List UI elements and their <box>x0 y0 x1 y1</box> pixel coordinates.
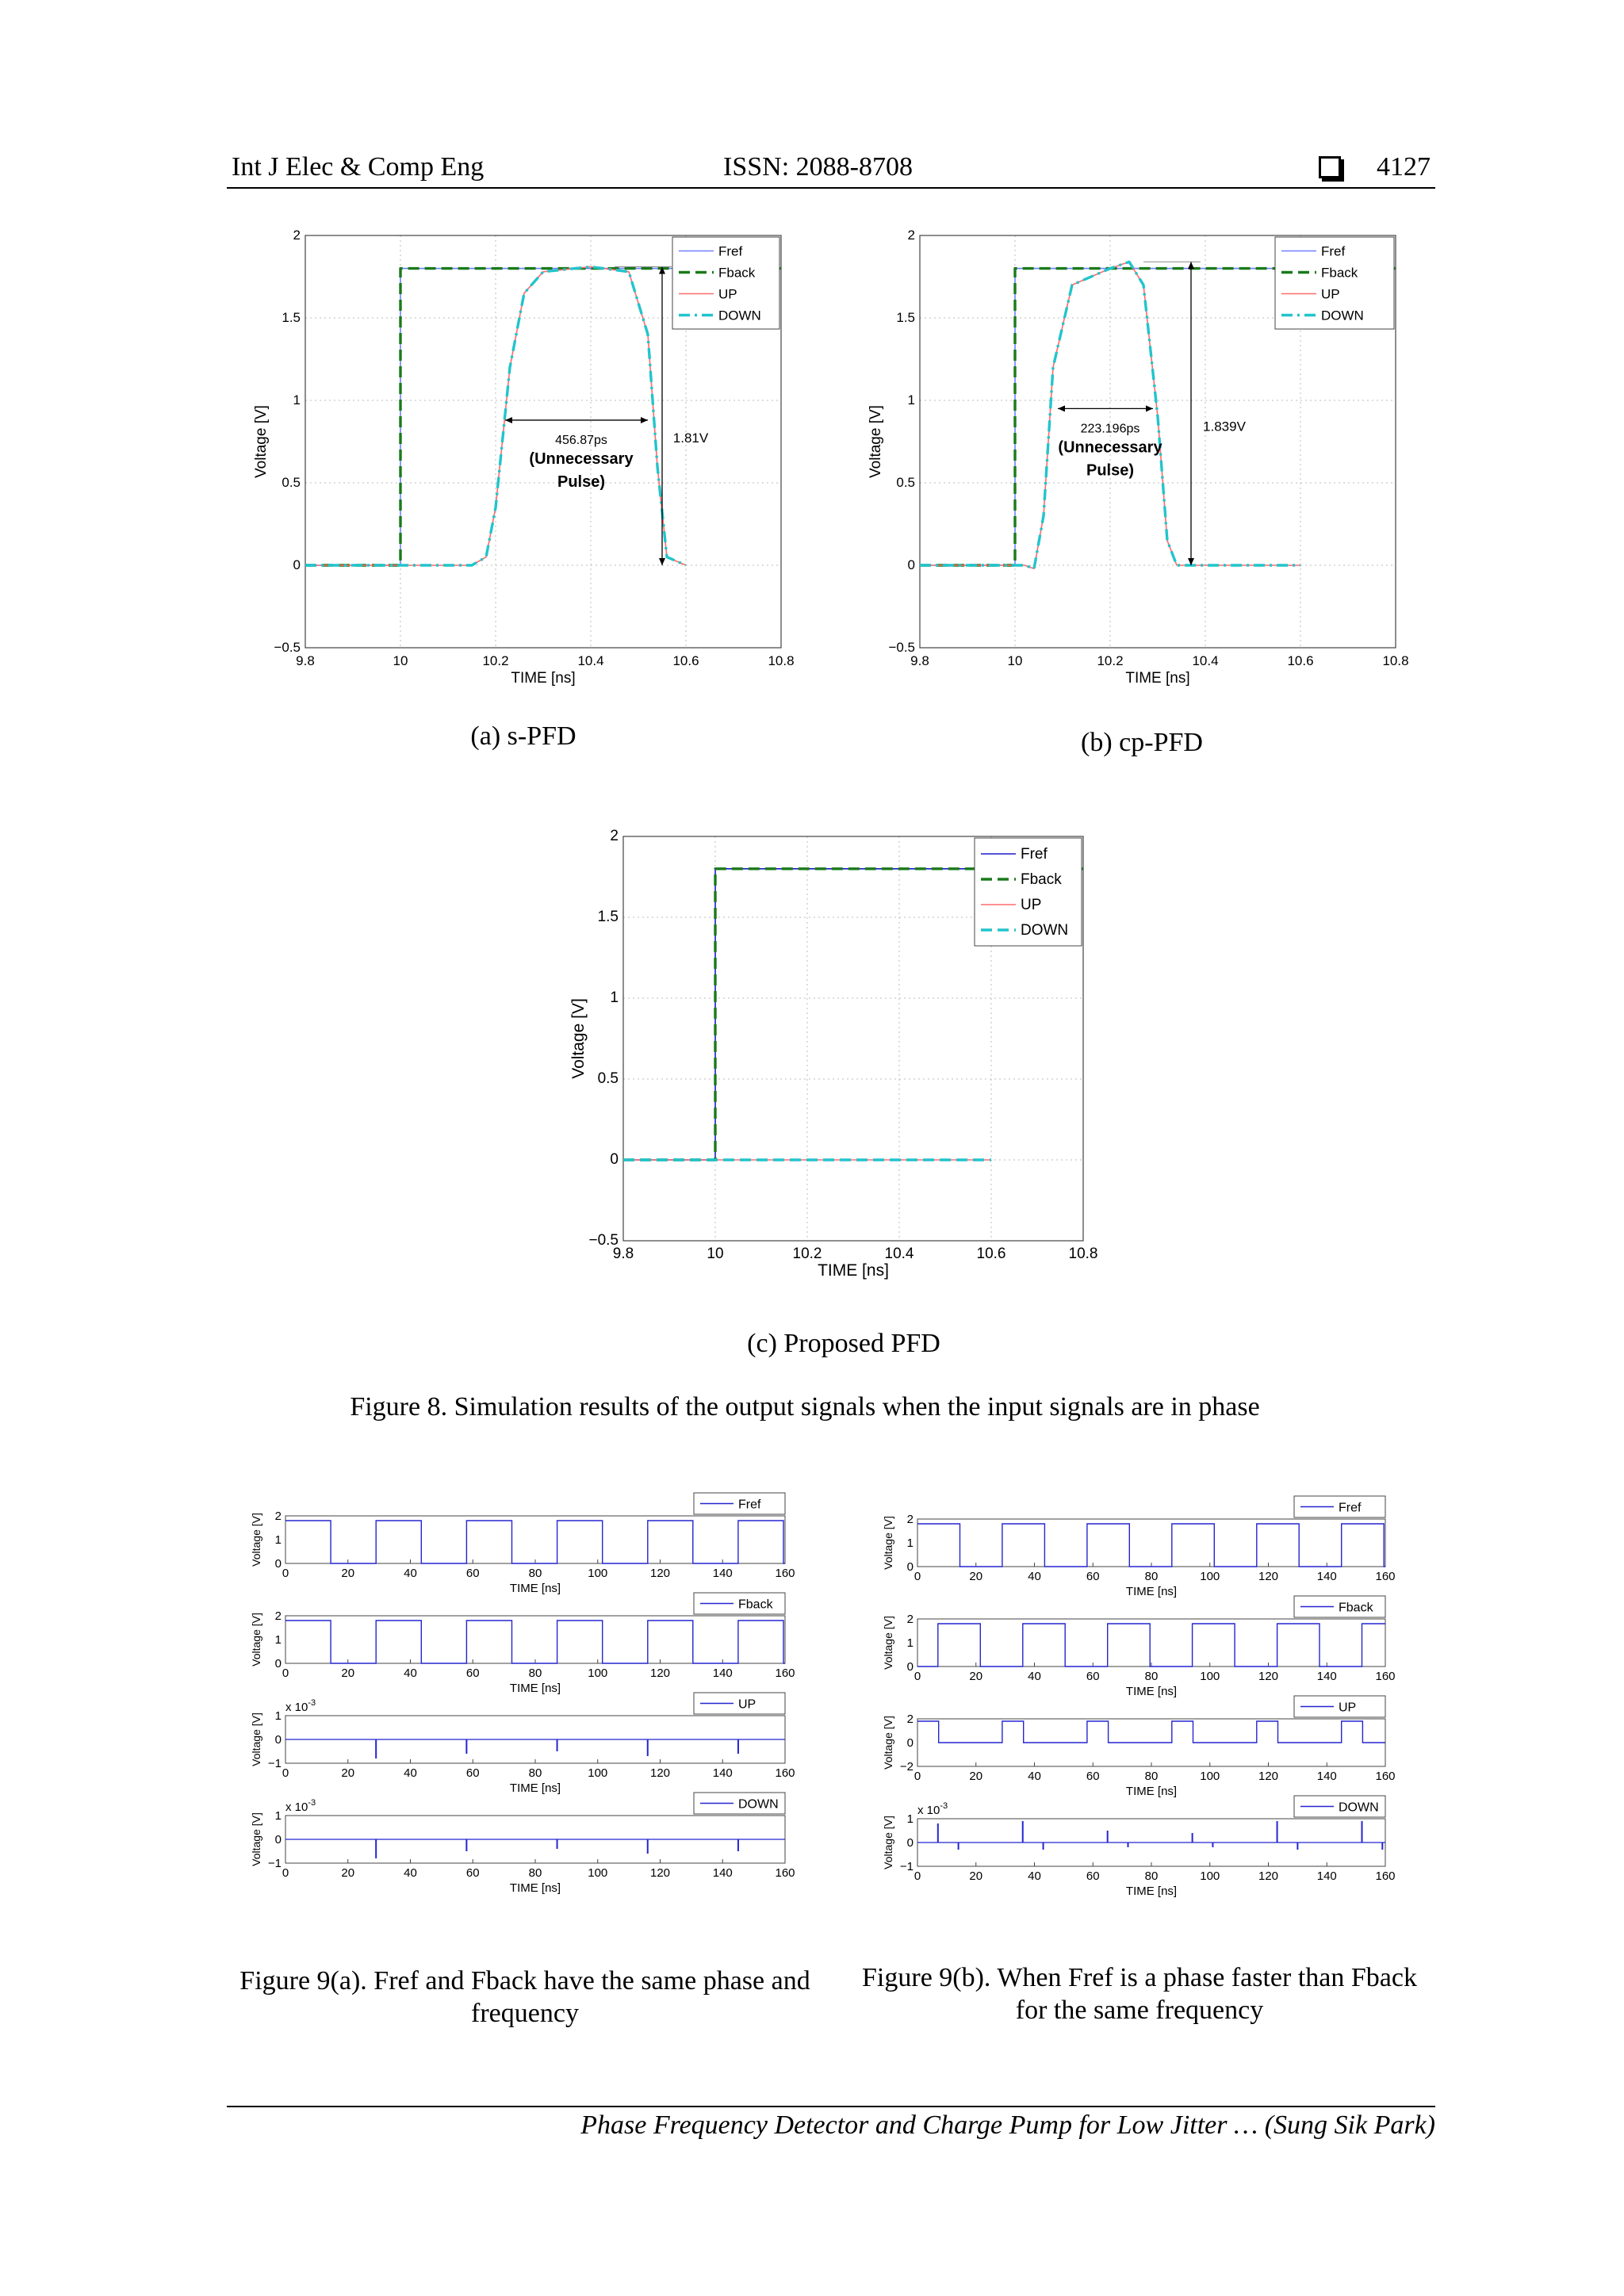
y-tick-label: 0 <box>274 1733 282 1747</box>
y-tick-label: 2 <box>906 1613 914 1626</box>
x-tick-label: 20 <box>969 1570 983 1583</box>
y-axis-label: Voltage [V] <box>882 1616 894 1670</box>
x-tick-label: 100 <box>588 1766 608 1780</box>
legend-label-fref: Fref <box>1339 1501 1362 1515</box>
x-tick-label: 120 <box>1258 1869 1279 1883</box>
x-tick-label: 60 <box>465 1567 480 1580</box>
y-tick-label: 2 <box>610 828 619 844</box>
panel-frame <box>917 1519 1385 1567</box>
x-tick-label: 20 <box>969 1869 983 1883</box>
y-tick-label: 1 <box>293 392 301 408</box>
legend-label-down: DOWN <box>1339 1800 1379 1815</box>
y-tick-label: 1 <box>907 392 915 408</box>
x-tick-label: 80 <box>1144 1770 1159 1783</box>
y-axis-label: Voltage [V] <box>250 1712 262 1766</box>
x-tick-label: 20 <box>341 1667 355 1680</box>
x-tick-label: 10.4 <box>1192 653 1219 668</box>
y-tick-label: 0 <box>293 557 301 572</box>
x-tick-label: 140 <box>1316 1770 1337 1783</box>
x-tick-label: 9.8 <box>910 653 929 668</box>
x-tick-label: 140 <box>712 1567 733 1580</box>
issn: ISSN: 2088-8708 <box>723 152 913 182</box>
legend-label-fback: Fback <box>738 1598 773 1612</box>
x-tick-label: 100 <box>588 1567 608 1580</box>
y-tick-label: 1.5 <box>597 909 619 925</box>
x-tick-label: 9.8 <box>612 1246 634 1262</box>
x-tick-label: 120 <box>1258 1570 1279 1583</box>
x-tick-label: 10.2 <box>1097 653 1124 668</box>
x-tick-label: 120 <box>649 1567 671 1580</box>
x-tick-label: 160 <box>1375 1670 1396 1683</box>
x-tick-label: 10.6 <box>1287 653 1314 668</box>
x-tick-label: 140 <box>712 1866 733 1880</box>
legend-label-up: UP <box>1321 286 1340 302</box>
x-tick-label: 80 <box>528 1667 542 1680</box>
chart-fig8c <box>555 817 1102 1300</box>
y-tick-label: 0 <box>906 1660 914 1674</box>
y-tick-label: −1 <box>267 1757 282 1770</box>
subcaption-a: (a) s-PFD <box>470 721 576 751</box>
legend-label-fback: Fback <box>1321 265 1358 281</box>
x-tick-label: 60 <box>1086 1770 1100 1783</box>
x-tick-label: 120 <box>649 1667 671 1680</box>
x-tick-label: 0 <box>282 1667 289 1680</box>
legend-label-fref: Fref <box>718 243 743 259</box>
y-axis-label: Voltage [V] <box>882 1816 894 1869</box>
legend-label-down: DOWN <box>1021 922 1069 939</box>
x-tick-label: 40 <box>404 1766 417 1780</box>
figure9b-caption-line1: Figure 9(b). When Fref is a phase faster than Fback <box>862 1963 1417 1992</box>
chart-fig9a <box>235 1487 822 1939</box>
x-tick-label: 10.6 <box>976 1246 1006 1262</box>
legend-label-fback: Fback <box>1021 871 1062 888</box>
footer-rule <box>227 2106 1435 2107</box>
legend-label-up: UP <box>1021 897 1042 913</box>
x-tick-label: 80 <box>1144 1670 1159 1683</box>
x-tick-label: 100 <box>588 1667 608 1680</box>
y-tick-label: 1 <box>906 1536 914 1550</box>
y-axis-label: Voltage [V] <box>253 405 270 478</box>
x-axis-label: TIME [ns] <box>1125 1585 1178 1598</box>
x-tick-label: 140 <box>712 1766 733 1780</box>
y-tick-label: 0 <box>610 1151 619 1168</box>
x-tick-label: 40 <box>1028 1770 1041 1783</box>
y-tick-label: 2 <box>907 228 915 243</box>
x-tick-label: 60 <box>1086 1869 1100 1883</box>
page-number: 4127 <box>1377 152 1431 182</box>
figure9b-caption-line2: for the same frequency <box>1015 1996 1264 2025</box>
x-tick-label: 0 <box>914 1869 921 1883</box>
x-tick-label: 160 <box>1375 1570 1396 1583</box>
x-tick-label: 10.8 <box>768 653 795 668</box>
scale-label: x $10^{-3}$ <box>285 1798 316 1814</box>
legend-label-fref: Fref <box>1021 846 1048 863</box>
x-tick-label: 120 <box>1258 1670 1279 1683</box>
journal-name: Int J Elec & Comp Eng <box>232 152 485 182</box>
figure9a-caption-line1: Figure 9(a). Fref and Fback have the same phase and <box>239 1966 810 1996</box>
y-tick-label: 0 <box>906 1736 914 1750</box>
x-tick-label: 10.8 <box>1068 1246 1098 1262</box>
x-tick-label: 40 <box>1028 1570 1041 1583</box>
y-tick-label: 0 <box>274 1657 282 1670</box>
x-tick-label: 40 <box>1028 1869 1041 1883</box>
figure8-caption-prefix: Figure 8 <box>350 1392 441 1422</box>
x-tick-label: 20 <box>341 1766 355 1780</box>
running-footer: Phase Frequency Detector and Charge Pump for Low Jitter … (Sung Sik Park) <box>580 2110 1435 2140</box>
x-tick-label: 140 <box>1316 1570 1337 1583</box>
y-tick-label: 2 <box>293 228 301 243</box>
y-tick-label: 1.5 <box>896 310 915 325</box>
chart-fig8a <box>238 222 809 698</box>
x-axis-label: TIME [ns] <box>509 1682 561 1695</box>
y-tick-label: 0 <box>907 557 915 572</box>
x-tick-label: 100 <box>588 1866 608 1880</box>
chart-fig9b <box>868 1490 1408 1942</box>
amplitude-label: 1.81V <box>672 430 709 446</box>
x-tick-label: 10.4 <box>577 653 604 668</box>
x-tick-label: 120 <box>1258 1770 1279 1783</box>
x-tick-label: 40 <box>404 1567 417 1580</box>
legend-label-fref: Fref <box>738 1498 761 1512</box>
unnecessary-pulse-label: Pulse) <box>1086 461 1135 480</box>
y-tick-label: 1 <box>906 1636 914 1650</box>
x-tick-label: 60 <box>1086 1670 1100 1683</box>
x-tick-label: 20 <box>969 1670 983 1683</box>
unnecessary-pulse-label: (Unnecessary <box>529 450 634 468</box>
y-tick-label: 0 <box>906 1836 914 1850</box>
y-tick-label: 1 <box>274 1533 282 1547</box>
y-axis-label: Voltage [V] <box>250 1812 262 1866</box>
x-tick-label: 160 <box>775 1766 795 1780</box>
x-tick-label: 140 <box>1316 1670 1337 1683</box>
legend-label-up: UP <box>1339 1701 1357 1715</box>
x-tick-label: 10 <box>707 1246 724 1262</box>
y-tick-label: 1 <box>274 1709 282 1723</box>
x-tick-label: 10.2 <box>482 653 509 668</box>
x-tick-label: 0 <box>282 1866 289 1880</box>
y-tick-label: 1 <box>610 989 619 1006</box>
x-tick-label: 160 <box>1375 1869 1396 1883</box>
x-tick-label: 40 <box>404 1667 417 1680</box>
x-tick-label: 0 <box>914 1570 921 1583</box>
unnecessary-pulse-label: Pulse) <box>557 473 606 491</box>
scale-label: x $10^{-3}$ <box>285 1698 316 1714</box>
y-axis-label: Voltage [V] <box>882 1716 894 1770</box>
subcaption-c: (c) Proposed PFD <box>747 1329 940 1358</box>
x-tick-label: 0 <box>282 1766 289 1780</box>
y-tick-label: 0 <box>274 1833 282 1846</box>
y-tick-label: 0.5 <box>282 475 301 490</box>
x-tick-label: 10 <box>393 653 408 668</box>
pulse-width-label: 223.196ps <box>1080 422 1140 436</box>
legend-label-down: DOWN <box>718 308 761 323</box>
x-tick-label: 100 <box>1200 1869 1220 1883</box>
x-tick-label: 100 <box>1200 1770 1220 1783</box>
y-tick-label: 1 <box>906 1812 914 1826</box>
x-axis-label: TIME [ns] <box>509 1582 561 1595</box>
x-tick-label: 120 <box>649 1766 671 1780</box>
legend-label-down: DOWN <box>738 1797 779 1812</box>
figure9a-caption-line2: frequency <box>471 1999 579 2028</box>
x-tick-label: 60 <box>465 1866 480 1880</box>
y-tick-label: −1 <box>899 1860 914 1873</box>
unnecessary-pulse-label: (Unnecessary <box>1058 438 1162 457</box>
x-tick-label: 0 <box>914 1670 921 1683</box>
x-axis-label: TIME [ns] <box>1125 1785 1178 1798</box>
x-tick-label: 10.4 <box>884 1246 914 1262</box>
x-tick-label: 9.8 <box>296 653 315 668</box>
legend-label-up: UP <box>718 286 737 302</box>
figure8-caption <box>238 1392 1372 1422</box>
y-tick-label: 2 <box>274 1510 282 1523</box>
x-tick-label: 40 <box>404 1866 417 1880</box>
x-tick-label: 60 <box>1086 1570 1100 1583</box>
x-tick-label: 40 <box>1028 1670 1041 1683</box>
x-tick-label: 10.2 <box>792 1246 822 1262</box>
x-tick-label: 0 <box>282 1567 289 1580</box>
y-tick-label: 1 <box>274 1633 282 1647</box>
x-axis-label: TIME [ns] <box>1125 1885 1178 1898</box>
legend-label-down: DOWN <box>1321 308 1364 323</box>
y-axis-label: Voltage [V] <box>868 405 884 478</box>
x-tick-label: 60 <box>465 1766 480 1780</box>
x-axis-label: TIME [ns] <box>511 670 576 687</box>
figure8-caption-text: . Simulation results of the output signals when the input signals are in phase <box>440 1392 1260 1422</box>
y-tick-label: 1.5 <box>282 310 301 325</box>
x-tick-label: 80 <box>1144 1869 1159 1883</box>
x-tick-label: 10.6 <box>672 653 699 668</box>
x-tick-label: 160 <box>775 1667 795 1680</box>
y-tick-label: 0.5 <box>597 1070 619 1087</box>
x-axis-label: TIME [ns] <box>509 1881 561 1895</box>
x-tick-label: 140 <box>712 1667 733 1680</box>
panel-frame <box>285 1516 785 1563</box>
y-tick-label: 2 <box>906 1712 914 1726</box>
header-rule <box>227 187 1435 189</box>
x-tick-label: 160 <box>775 1866 795 1880</box>
subcaption-b: (b) cp-PFD <box>1081 728 1203 757</box>
x-axis-label: TIME [ns] <box>818 1261 889 1280</box>
y-tick-label: −1 <box>267 1857 282 1870</box>
x-tick-label: 160 <box>775 1567 795 1580</box>
legend-label-fback: Fback <box>1339 1601 1373 1615</box>
y-tick-label: 0 <box>274 1557 282 1571</box>
x-tick-label: 20 <box>969 1770 983 1783</box>
x-tick-label: 100 <box>1200 1670 1220 1683</box>
y-axis-label: Voltage [V] <box>882 1516 894 1570</box>
scale-label: x $10^{-3}$ <box>917 1801 948 1817</box>
x-tick-label: 140 <box>1316 1869 1337 1883</box>
figure9b-caption <box>844 1961 1435 2026</box>
y-tick-label: 0 <box>906 1560 914 1574</box>
x-tick-label: 10.8 <box>1382 653 1409 668</box>
figure9a-caption <box>227 1965 823 2030</box>
panel-frame <box>285 1616 785 1663</box>
x-tick-label: 100 <box>1200 1570 1220 1583</box>
y-tick-label: −0.5 <box>274 640 301 655</box>
x-tick-label: 160 <box>1375 1770 1396 1783</box>
x-tick-label: 80 <box>528 1567 542 1580</box>
legend-label-up: UP <box>738 1697 756 1712</box>
x-axis-label: TIME [ns] <box>1125 1685 1178 1698</box>
amplitude-label: 1.839V <box>1203 419 1246 434</box>
panel-frame <box>917 1619 1385 1667</box>
chart-fig8b <box>852 222 1423 698</box>
x-tick-label: 80 <box>528 1766 542 1780</box>
y-tick-label: 2 <box>274 1609 282 1623</box>
y-tick-label: −2 <box>899 1760 914 1774</box>
x-tick-label: 120 <box>649 1866 671 1880</box>
pulse-width-label: 456.87ps <box>555 433 607 447</box>
x-tick-label: 60 <box>465 1667 480 1680</box>
x-tick-label: 10 <box>1007 653 1023 668</box>
y-axis-label: Voltage [V] <box>250 1513 262 1567</box>
y-axis-label: Voltage [V] <box>569 998 588 1079</box>
y-tick-label: −0.5 <box>588 1232 619 1249</box>
x-axis-label: TIME [ns] <box>509 1781 561 1795</box>
square-bullet-icon <box>1319 156 1341 178</box>
x-axis-label: TIME [ns] <box>1125 670 1190 687</box>
x-tick-label: 80 <box>528 1866 542 1880</box>
y-tick-label: 2 <box>906 1513 914 1526</box>
legend-label-fref: Fref <box>1321 243 1346 259</box>
y-tick-label: −0.5 <box>888 640 915 655</box>
y-tick-label: 1 <box>274 1809 282 1823</box>
legend-label-fback: Fback <box>718 265 756 281</box>
y-axis-label: Voltage [V] <box>250 1613 262 1667</box>
x-tick-label: 20 <box>341 1866 355 1880</box>
y-tick-label: 0.5 <box>896 475 915 490</box>
x-tick-label: 20 <box>341 1567 355 1580</box>
x-tick-label: 0 <box>914 1770 921 1783</box>
x-tick-label: 80 <box>1144 1570 1159 1583</box>
